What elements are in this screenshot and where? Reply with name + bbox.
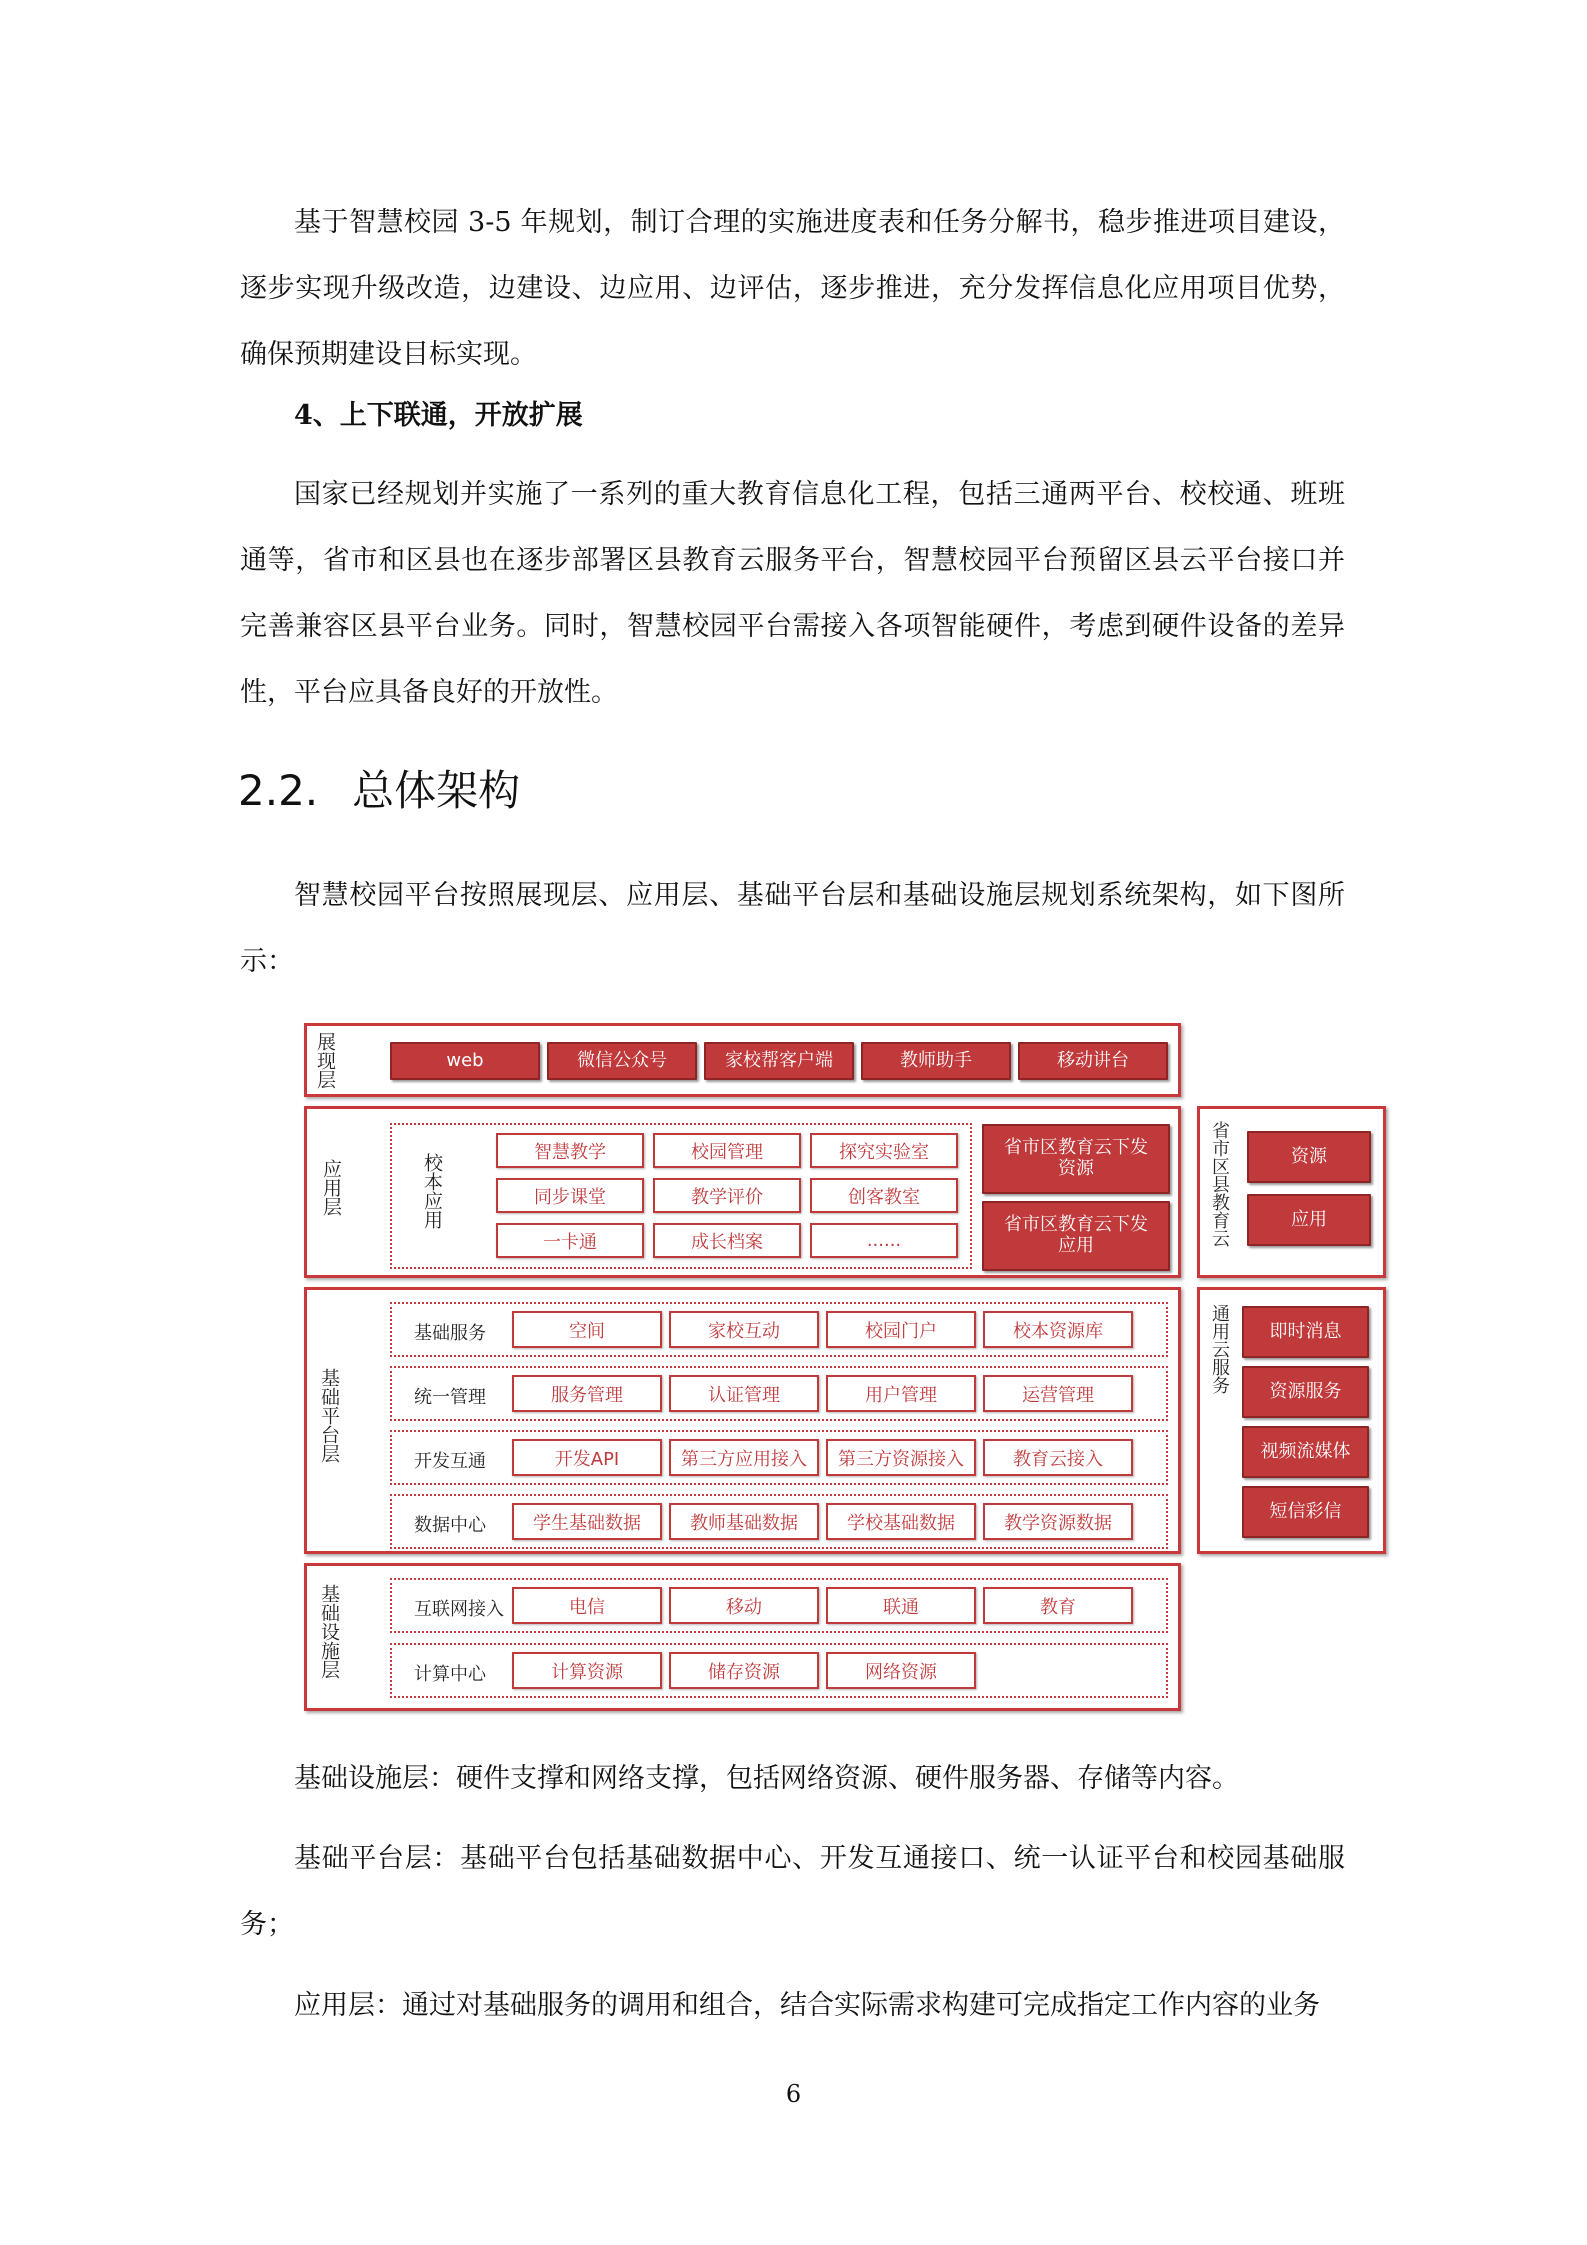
data-students: 学生基础数据 — [512, 1503, 662, 1540]
data-schools: 学校基础数据 — [826, 1503, 976, 1540]
row-label-interop: 开发互通 — [414, 1451, 486, 1472]
infra-row-computing — [390, 1643, 1168, 1698]
app-more: ...... — [810, 1223, 958, 1258]
interop-edu-cloud: 教育云接入 — [983, 1439, 1133, 1476]
subheading-connectivity: 4、上下联通，开放扩展 — [294, 400, 583, 431]
platform-layer — [304, 1287, 1181, 1554]
regional-cloud-label: 省市区县教育云 — [1209, 1121, 1230, 1247]
cloud-services-panel — [1197, 1287, 1386, 1554]
row-label-unified-management: 统一管理 — [414, 1387, 486, 1408]
app-sync-classroom: 同步课堂 — [496, 1178, 644, 1213]
isp-mobile: 移动 — [669, 1587, 819, 1624]
interop-third-party-resources: 第三方资源接入 — [826, 1439, 976, 1476]
app-smart-teaching: 智慧教学 — [496, 1133, 644, 1168]
school-apps-label: 校本应用 — [421, 1153, 443, 1229]
mgmt-operations: 运营管理 — [983, 1375, 1133, 1412]
page-number: 6 — [785, 2080, 802, 2108]
application-layer-label: 应用层 — [320, 1159, 342, 1216]
compute-resources: 计算资源 — [512, 1652, 662, 1689]
web-box: web — [390, 1042, 540, 1080]
paragraph-national-projects: 国家已经规划并实施了一系列的重大教育信息化工程，包括三通两平台、校校通、班班通等，省市和区县也在逐步部署区县教育云服务平台，智慧校园平台预留区县云平台接口并完善兼容区县平台业务。同时，智慧校园平台需接入各项智能硬件，考虑到硬件设备的差异性，平台应具备良好的开放性。 — [240, 479, 1345, 708]
section-heading — [238, 758, 520, 818]
data-teaching-resources: 教学资源数据 — [983, 1503, 1133, 1540]
app-maker-classroom: 创客教室 — [810, 1178, 958, 1213]
regional-cloud-panel — [1197, 1106, 1386, 1278]
service-space: 空间 — [512, 1311, 662, 1348]
presentation-layer — [304, 1023, 1181, 1097]
isp-unicom: 联通 — [826, 1587, 976, 1624]
platform-row-interop — [390, 1430, 1168, 1485]
cloud-sms-box: 短信彩信 — [1242, 1486, 1369, 1538]
service-school-library: 校本资源库 — [983, 1311, 1133, 1348]
platform-row-unified-management — [390, 1366, 1168, 1421]
isp-education: 教育 — [983, 1587, 1133, 1624]
platform-row-basic-services — [390, 1302, 1168, 1357]
application-layer — [304, 1106, 1181, 1278]
row-label-data-center: 数据中心 — [414, 1515, 486, 1536]
school-apps-box — [390, 1123, 972, 1269]
mgmt-service: 服务管理 — [512, 1375, 662, 1412]
platform-row-data-center — [390, 1494, 1168, 1549]
paragraph-plan: 基于智慧校园 3-5 年规划，制订合理的实施进度表和任务分解书，稳步推进项目建设，逐步实现升级改造，边建设、边应用、边评估，逐步推进，充分发挥信息化应用项目优势，确保预期建设目标实现。 — [240, 207, 1345, 370]
app-teaching-evaluation: 教学评价 — [653, 1178, 801, 1213]
presentation-layer-label: 展现层 — [314, 1032, 336, 1089]
teacher-assistant-box: 教师助手 — [861, 1042, 1011, 1080]
paragraph-platform: 基础平台层：基础平台包括基础数据中心、开发互通接口、统一认证平台和校园基础服务； — [240, 1843, 1345, 1940]
platform-layer-label: 基础平台层 — [318, 1368, 340, 1463]
infrastructure-layer — [304, 1563, 1181, 1711]
mgmt-auth: 认证管理 — [669, 1375, 819, 1412]
network-resources: 网络资源 — [826, 1652, 976, 1689]
cloud-resource-service-box: 资源服务 — [1242, 1366, 1369, 1418]
cloud-apps-box: 省市区教育云下发应用 — [982, 1201, 1170, 1271]
paragraph-application: 应用层：通过对基础服务的调用和组合，结合实际需求构建可完成指定工作内容的业务 — [294, 1990, 1320, 2021]
app-growth-records: 成长档案 — [653, 1223, 801, 1258]
cloud-im-box: 即时消息 — [1242, 1306, 1369, 1358]
parent-client-box: 家校帮客户端 — [704, 1042, 854, 1080]
infrastructure-layer-label: 基础设施层 — [318, 1584, 340, 1679]
wechat-box: 微信公众号 — [547, 1042, 697, 1080]
row-label-internet: 互联网接入 — [414, 1599, 504, 1620]
paragraph-architecture-intro: 智慧校园平台按照展现层、应用层、基础平台层和基础设施层规划系统架构，如下图所示： — [240, 880, 1345, 977]
service-campus-portal: 校园门户 — [826, 1311, 976, 1348]
mobile-lectern-box: 移动讲台 — [1018, 1042, 1168, 1080]
section-title: 总体架构 — [352, 766, 521, 815]
data-teachers: 教师基础数据 — [669, 1503, 819, 1540]
row-label-computing: 计算中心 — [414, 1664, 486, 1685]
infra-row-internet — [390, 1578, 1168, 1633]
storage-resources: 储存资源 — [669, 1652, 819, 1689]
interop-api: 开发API — [512, 1439, 662, 1476]
cloud-services-label: 通用云服务 — [1209, 1304, 1230, 1394]
regional-apps-box: 应用 — [1247, 1194, 1371, 1246]
app-inquiry-lab: 探究实验室 — [810, 1133, 958, 1168]
interop-third-party-apps: 第三方应用接入 — [669, 1439, 819, 1476]
service-home-school: 家校互动 — [669, 1311, 819, 1348]
app-campus-card: 一卡通 — [496, 1223, 644, 1258]
isp-telecom: 电信 — [512, 1587, 662, 1624]
row-label-basic-services: 基础服务 — [414, 1323, 486, 1344]
app-campus-management: 校园管理 — [653, 1133, 801, 1168]
cloud-streaming-box: 视频流媒体 — [1242, 1426, 1369, 1478]
section-number: 2.2. — [238, 766, 319, 815]
cloud-resources-box: 省市区教育云下发资源 — [982, 1124, 1170, 1194]
paragraph-infrastructure: 基础设施层：硬件支撑和网络支撑，包括网络资源、硬件服务器、存储等内容。 — [294, 1763, 1239, 1794]
regional-resources-box: 资源 — [1247, 1131, 1371, 1183]
mgmt-user: 用户管理 — [826, 1375, 976, 1412]
